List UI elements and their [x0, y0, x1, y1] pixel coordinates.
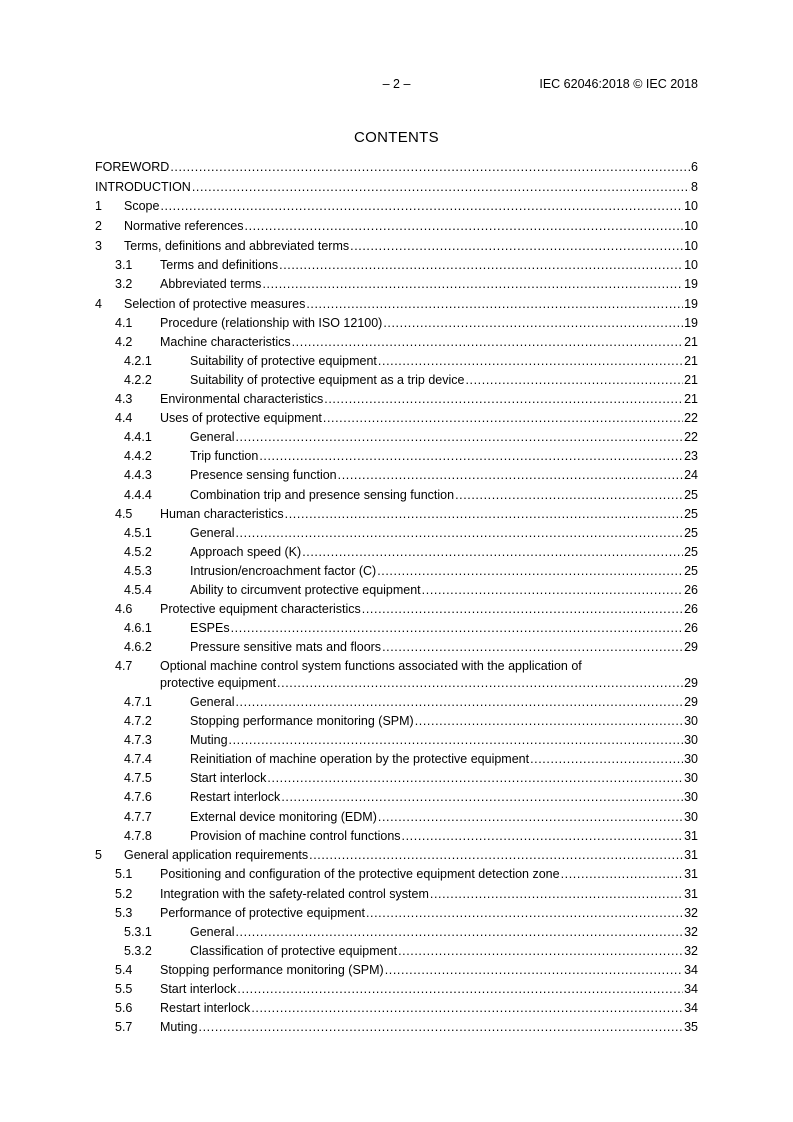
toc-entry-title: Scope	[124, 199, 160, 214]
toc-entry-number: 4.4.2	[124, 449, 152, 464]
toc-entry[interactable]	[95, 198, 698, 215]
dot-leader	[561, 866, 684, 883]
toc-entry[interactable]	[95, 429, 698, 446]
toc-entry-page: 30	[684, 752, 698, 767]
toc-entry-title: Protective equipment characteristics	[160, 602, 361, 617]
toc-entry-title: Start interlock	[160, 982, 237, 996]
page-number: – 2 –	[382, 77, 411, 91]
toc-entry[interactable]	[95, 828, 698, 845]
toc-entry-title: Positioning and configuration of the protective equipment detection zone	[160, 867, 560, 882]
dot-leader	[324, 391, 683, 408]
toc-entry-page: 21	[684, 334, 698, 349]
toc-entry-title: Integration with the safety-related control system	[160, 886, 429, 901]
toc-entry[interactable]	[95, 924, 698, 941]
toc-entry-number: 4.7.8	[124, 828, 152, 843]
toc-entry-page: 30	[684, 809, 698, 824]
toc-entry-page: 22	[684, 411, 698, 426]
toc-entry[interactable]	[95, 809, 698, 826]
toc-entry-page: 10	[684, 219, 698, 234]
toc-entry-number: 4.5	[115, 506, 133, 521]
toc-entry-title: ESPEs	[190, 621, 230, 636]
toc-entry-number: 4.6.1	[124, 621, 152, 636]
toc-entry-number: 5.3.2	[124, 943, 152, 958]
dot-leader	[402, 828, 684, 845]
toc-entry-number: 1	[95, 199, 102, 214]
toc-entry-title: Procedure (relationship with ISO 12100)	[160, 315, 383, 330]
toc-entry-number: 4.4.4	[124, 487, 152, 502]
toc-entry[interactable]	[95, 866, 698, 883]
toc-entry[interactable]	[95, 751, 698, 768]
toc-entry-title: Trip function	[190, 449, 259, 464]
dot-leader	[170, 159, 690, 176]
toc-entry-number: 4.2.1	[124, 353, 152, 368]
toc-entry-page: 34	[684, 962, 698, 977]
dot-leader	[378, 809, 683, 826]
toc-entry[interactable]	[95, 886, 698, 903]
toc-entry-page: 30	[684, 733, 698, 748]
toc-entry-number: 4.7.1	[124, 695, 152, 709]
toc-entry-number: 4.7.5	[124, 771, 152, 786]
toc-entry-title: Terms, definitions and abbreviated terms	[124, 238, 350, 253]
toc-entry-title: General	[190, 430, 235, 445]
toc-entry[interactable]	[95, 943, 698, 960]
dot-leader	[362, 601, 683, 618]
dot-leader	[398, 943, 683, 960]
toc-entry-title: Ability to circumvent protective equipment	[190, 583, 421, 598]
toc-entry[interactable]	[95, 582, 698, 599]
toc-entry-page: 21	[684, 373, 698, 387]
toc-entry-title: Stopping performance monitoring (SPM)	[160, 962, 384, 977]
toc-entry-number: 4.1	[115, 315, 133, 330]
toc-entry-title: Human characteristics	[160, 506, 284, 521]
toc-entry[interactable]	[95, 694, 698, 711]
toc-entry-number: 4.2.2	[124, 373, 152, 387]
toc-entry-title: Uses of protective equipment	[160, 411, 322, 426]
toc-entry-title: General	[190, 695, 235, 709]
dot-leader	[383, 315, 683, 332]
toc-entry-page: 31	[684, 828, 698, 843]
toc-entry-page: 29	[684, 640, 698, 655]
toc-entry-title: Abbreviated terms	[160, 276, 262, 291]
toc-entry[interactable]	[95, 410, 698, 427]
toc-entry-page: 10	[684, 238, 698, 253]
toc-entry-title: Combination trip and presence sensing function	[190, 487, 455, 502]
toc-entry-title: General	[190, 924, 235, 939]
toc-entry-title: FOREWORD	[95, 160, 170, 174]
document-id: IEC 62046:2018 © IEC 2018	[539, 77, 698, 91]
toc-entry-number: 5.3.1	[124, 924, 152, 939]
dot-leader	[229, 732, 684, 749]
dot-leader	[415, 713, 683, 730]
dot-leader	[235, 694, 683, 711]
toc-entry-number: 4.4.1	[124, 430, 152, 445]
dot-leader	[251, 1000, 683, 1017]
toc-entry-page: 35	[684, 1020, 698, 1035]
toc-entry-page: 25	[684, 544, 698, 559]
toc-entry-title: Reinitiation of machine operation by the protective equipment	[190, 752, 530, 767]
toc-entry-number: 4.7.2	[124, 714, 152, 729]
dot-leader	[259, 448, 683, 465]
dot-leader	[235, 429, 683, 446]
toc-entry-page: 19	[684, 276, 698, 291]
toc-entry-number: 3.1	[115, 257, 133, 272]
toc-entry-title: Pressure sensitive mats and floors	[190, 640, 382, 655]
toc-entry[interactable]	[95, 789, 698, 806]
dot-leader	[382, 639, 683, 656]
toc-entry-page: 25	[684, 506, 698, 521]
toc-entry-title: Optional machine control system functions associated with the application of	[160, 659, 582, 674]
toc-entry[interactable]	[95, 620, 698, 637]
dot-leader	[279, 257, 683, 274]
toc-entry[interactable]	[95, 732, 698, 749]
toc-entry-title: Suitability of protective equipment as a trip device	[190, 373, 465, 387]
toc-entry-number: 5.4	[115, 962, 133, 977]
dot-leader	[309, 847, 683, 864]
toc-entry[interactable]	[95, 962, 698, 979]
toc-entry[interactable]	[95, 1000, 698, 1017]
toc-entry-page: 31	[684, 867, 698, 882]
toc-entry-page: 32	[684, 905, 698, 920]
toc-entry-page: 21	[684, 392, 698, 407]
toc-entry-page: 30	[684, 790, 698, 805]
toc-entry-number: 5.3	[115, 905, 133, 920]
toc-entry-number: 5.1	[115, 867, 133, 882]
dot-leader	[306, 296, 683, 313]
toc-entry-number: 4.7.3	[124, 733, 152, 748]
toc-entry[interactable]	[95, 847, 698, 864]
toc-entry-page: 25	[684, 487, 698, 502]
toc-entry-page: 24	[684, 468, 698, 483]
dot-leader	[292, 334, 683, 351]
toc-entry-number: 4.7	[115, 659, 133, 674]
toc-entry-page: 25	[684, 563, 698, 578]
toc-entry-number: 3.2	[115, 276, 133, 291]
toc-entry[interactable]	[95, 391, 698, 408]
toc-entry-page: 6	[691, 160, 698, 174]
toc-entry-number: 4.6	[115, 602, 133, 617]
toc-entry-number: 5.2	[115, 886, 133, 901]
toc-entry-title: Intrusion/encroachment factor (C)	[190, 563, 377, 578]
toc-entry-page: 10	[684, 199, 698, 214]
toc-entry-number: 3	[95, 238, 102, 253]
dot-leader	[281, 789, 683, 806]
toc-entry-title: Muting	[160, 1020, 198, 1035]
toc-entry[interactable]	[95, 639, 698, 656]
toc-entry-title: Machine characteristics	[160, 334, 291, 349]
toc-entry-number: 4.5.2	[124, 544, 152, 559]
toc-entry-number: 4.3	[115, 392, 133, 407]
toc-entry[interactable]	[95, 353, 698, 370]
toc-entry-number: 4.5.1	[124, 525, 152, 540]
toc-entry-number: 4.7.4	[124, 752, 152, 767]
dot-leader	[262, 276, 683, 293]
dot-leader	[277, 675, 683, 692]
toc-entry-title: Muting	[190, 733, 228, 748]
dot-leader	[267, 770, 683, 787]
toc-entry-page: 23	[684, 449, 698, 464]
toc-entry-page: 29	[684, 695, 698, 709]
dot-leader	[302, 544, 683, 561]
toc-entry[interactable]	[95, 296, 698, 313]
toc-entry-title: Selection of protective measures	[124, 296, 306, 311]
toc-entry-page: 26	[684, 602, 698, 617]
toc-entry-page: 32	[684, 943, 698, 958]
toc-entry-title: Restart interlock	[190, 790, 281, 805]
toc-entry-title: General application requirements	[124, 848, 309, 863]
dot-leader	[235, 525, 683, 542]
toc-entry[interactable]	[95, 218, 698, 235]
toc-entry-title: Normative references	[124, 219, 244, 234]
toc-entry-number: 5.6	[115, 1001, 133, 1016]
toc-entry-page: 34	[684, 982, 698, 996]
toc-entry[interactable]	[95, 563, 698, 580]
toc-entry[interactable]	[95, 487, 698, 504]
toc-entry-title: General	[190, 525, 235, 540]
toc-entry-page: 34	[684, 1001, 698, 1016]
dot-leader	[378, 353, 683, 370]
toc-entry-page: 30	[684, 771, 698, 786]
toc-entry-page: 19	[684, 296, 698, 311]
toc-entry-number: 4.7.7	[124, 809, 152, 824]
toc-entry[interactable]	[95, 159, 698, 176]
toc-entry-title: Performance of protective equipment	[160, 905, 365, 920]
toc-entry-page: 32	[684, 924, 698, 939]
toc-entry-page: 19	[684, 315, 698, 330]
toc-entry-page: 10	[684, 257, 698, 272]
toc-entry-title: Start interlock	[190, 771, 267, 786]
toc-entry-title: Terms and definitions	[160, 257, 279, 272]
toc-entry-title: Presence sensing function	[190, 468, 337, 483]
toc-entry-number: 4	[95, 296, 102, 311]
toc-entry-number: 5.7	[115, 1020, 133, 1035]
toc-entry[interactable]	[95, 981, 698, 998]
dot-leader	[245, 218, 684, 235]
toc-entry[interactable]	[95, 467, 698, 484]
toc-entry[interactable]	[95, 372, 698, 389]
toc-entry-number: 4.7.6	[124, 790, 152, 805]
toc-entry[interactable]	[95, 525, 698, 542]
toc-entry-title: Restart interlock	[160, 1001, 251, 1016]
dot-leader	[350, 238, 683, 255]
toc-entry[interactable]	[95, 179, 698, 196]
toc-entry-number: 4.6.2	[124, 640, 152, 655]
toc-entry-page: 26	[684, 621, 698, 636]
dot-leader	[199, 1019, 684, 1036]
toc-entry-title: Approach speed (K)	[190, 544, 302, 559]
toc-entry-title: Provision of machine control functions	[190, 828, 401, 843]
dot-leader	[323, 410, 683, 427]
dot-leader	[285, 506, 683, 523]
toc-entry-title: External device monitoring (EDM)	[190, 809, 377, 824]
toc-entry-title: INTRODUCTION	[95, 179, 191, 194]
table-of-contents	[95, 159, 698, 1036]
dot-leader	[385, 962, 683, 979]
dot-leader	[231, 620, 683, 637]
dot-leader	[465, 372, 683, 389]
toc-entry-number: 5	[95, 848, 102, 863]
toc-entry[interactable]	[95, 238, 698, 255]
toc-entry[interactable]	[95, 448, 698, 465]
toc-entry-number: 4.4	[115, 411, 133, 426]
toc-entry-page: 30	[684, 714, 698, 729]
toc-entry[interactable]	[95, 713, 698, 730]
toc-entry[interactable]	[95, 257, 698, 274]
toc-entry-page: 22	[684, 430, 698, 445]
dot-leader	[455, 487, 683, 504]
toc-entry-number: 2	[95, 219, 102, 234]
dot-leader	[338, 467, 683, 484]
toc-entry-page: 29	[684, 675, 698, 690]
dot-leader	[530, 751, 683, 768]
dot-leader	[235, 924, 683, 941]
dot-leader	[237, 981, 683, 998]
toc-entry-page: 31	[684, 886, 698, 901]
toc-entry-number: 4.4.3	[124, 468, 152, 483]
toc-entry-page: 8	[691, 179, 698, 194]
dot-leader	[366, 905, 683, 922]
toc-entry-number: 4.5.4	[124, 583, 152, 598]
toc-entry[interactable]	[95, 544, 698, 561]
toc-entry-title: Environmental characteristics	[160, 392, 324, 407]
toc-entry-title: Stopping performance monitoring (SPM)	[190, 714, 414, 729]
toc-entry-page: 26	[684, 583, 698, 598]
toc-entry-title: Classification of protective equipment	[190, 943, 398, 958]
toc-entry[interactable]	[95, 276, 698, 293]
toc-entry-number: 5.5	[115, 982, 133, 996]
toc-entry-number: 4.2	[115, 334, 133, 349]
toc-entry-page: 31	[684, 848, 698, 863]
toc-entry-title: Suitability of protective equipment	[190, 353, 377, 368]
toc-entry[interactable]	[95, 770, 698, 787]
toc-entry-page: 25	[684, 525, 698, 540]
page-header	[0, 77, 793, 93]
dot-leader	[422, 582, 683, 599]
toc-entry[interactable]	[95, 334, 698, 351]
toc-entry[interactable]	[95, 658, 698, 691]
toc-entry[interactable]	[95, 601, 698, 618]
toc-entry[interactable]	[95, 905, 698, 922]
dot-leader	[160, 198, 683, 215]
dot-leader	[377, 563, 683, 580]
toc-entry[interactable]	[95, 506, 698, 523]
dot-leader	[192, 179, 690, 196]
toc-entry-page: 21	[684, 353, 698, 368]
toc-entry-title-continued: protective equipment	[160, 675, 277, 690]
toc-entry[interactable]	[95, 315, 698, 332]
dot-leader	[430, 886, 683, 903]
toc-entry-number: 4.5.3	[124, 563, 152, 578]
toc-entry[interactable]	[95, 1019, 698, 1036]
contents-heading: CONTENTS	[354, 129, 439, 146]
